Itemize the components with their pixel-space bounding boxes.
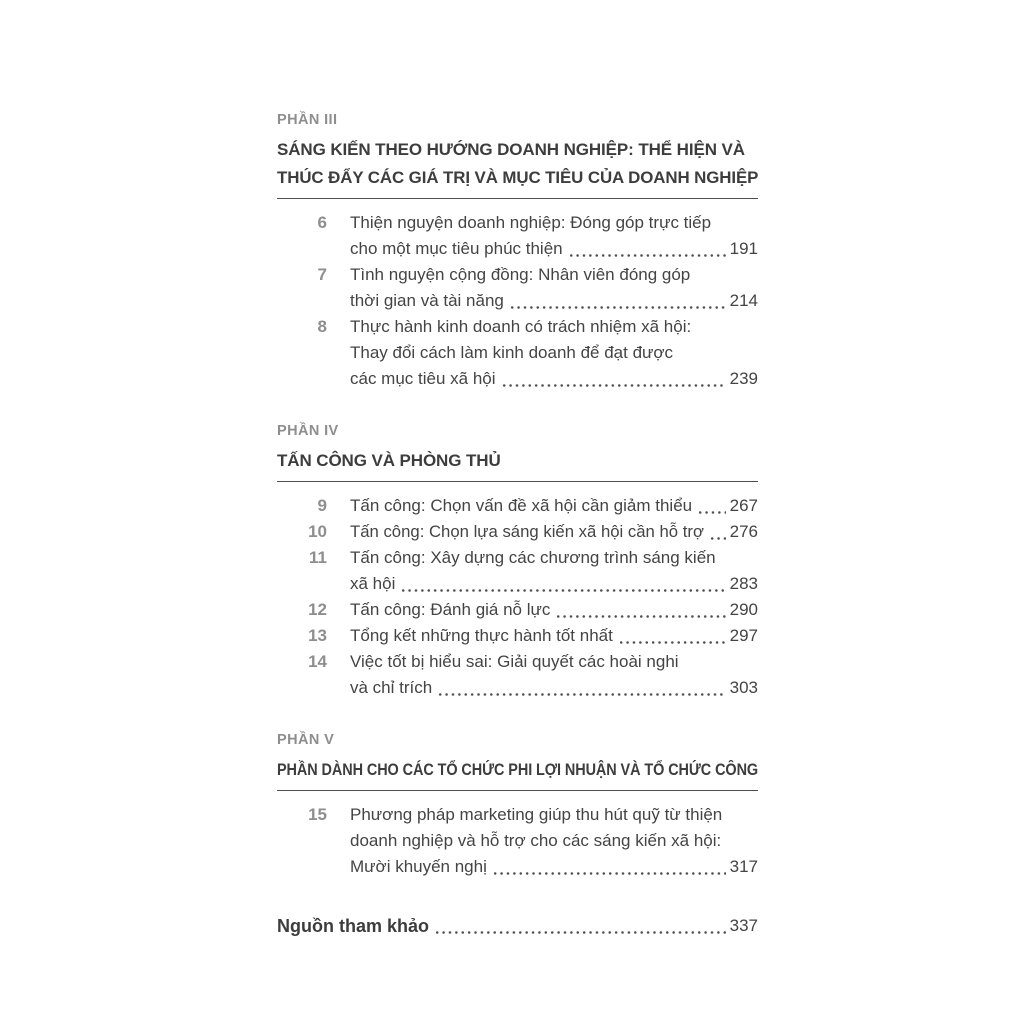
entry-body xyxy=(350,802,758,880)
part-label: PHẦN III xyxy=(277,112,338,128)
toc-section-5 xyxy=(277,732,758,880)
dot-leader xyxy=(509,306,726,309)
chapter-number: 12 xyxy=(308,600,327,619)
toc-entry-8 xyxy=(277,314,758,392)
entry-text-line: và chỉ trích xyxy=(350,678,433,697)
page-number: 290 xyxy=(729,600,758,619)
page-number: 267 xyxy=(729,496,758,515)
chapter-number: 7 xyxy=(317,265,327,284)
part-label: PHẦN V xyxy=(277,732,335,748)
entry-last-line xyxy=(350,519,758,545)
toc-entries xyxy=(277,199,758,392)
entry-body xyxy=(350,262,758,314)
entry-text-line: Tấn công: Đánh giá nỗ lực xyxy=(350,600,551,619)
toc-section-3 xyxy=(277,112,758,392)
entry-body xyxy=(350,597,758,623)
page-number: 283 xyxy=(729,574,758,593)
entry-body xyxy=(350,314,758,392)
dot-leader xyxy=(492,872,726,875)
toc-entries xyxy=(277,791,758,880)
entry-last-line xyxy=(350,597,758,623)
dot-leader xyxy=(501,384,726,387)
chapter-number: 10 xyxy=(308,522,327,541)
entry-text-line: xã hội xyxy=(350,574,396,593)
dot-leader xyxy=(618,641,726,644)
page-number: 303 xyxy=(729,678,758,697)
entry-last-line xyxy=(350,571,758,597)
toc-entry-6 xyxy=(277,210,758,262)
dot-leader xyxy=(709,537,726,540)
dot-leader xyxy=(568,254,726,257)
dot-leader xyxy=(555,615,725,618)
toc-entry-15 xyxy=(277,802,758,880)
entry-last-line xyxy=(350,493,758,519)
entry-text-line: Thiện nguyện doanh nghiệp: Đóng góp trực tiếp xyxy=(350,213,712,232)
toc-entry-13 xyxy=(277,623,758,649)
entry-text-line: thời gian và tài năng xyxy=(350,291,504,310)
entry-body xyxy=(350,623,758,649)
part-title-line: THÚC ĐẨY CÁC GIÁ TRỊ VÀ MỤC TIÊU CỦA DOANH NGHIỆP xyxy=(277,168,759,187)
entry-text-line: Tình nguyện cộng đồng: Nhân viên đóng góp xyxy=(350,265,691,284)
entry-last-line xyxy=(350,288,758,314)
entry-body xyxy=(350,210,758,262)
page-number: 317 xyxy=(729,857,758,876)
toc-entry-12 xyxy=(277,597,758,623)
section-header xyxy=(277,423,758,482)
entry-text-line: Thay đổi cách làm kinh doanh để đạt được xyxy=(350,343,674,362)
references-entry xyxy=(277,913,758,939)
entry-last-line xyxy=(350,854,758,880)
chapter-number: 8 xyxy=(317,317,327,336)
entry-text-line: Tấn công: Chọn lựa sáng kiến xã hội cần hỗ trợ xyxy=(350,522,704,541)
entry-text-line: Tấn công: Chọn vấn đề xã hội cần giảm thiểu xyxy=(350,496,693,515)
toc-entry-11 xyxy=(277,545,758,597)
toc-entry-14 xyxy=(277,649,758,701)
part-title-line: TẤN CÔNG VÀ PHÒNG THỦ xyxy=(277,451,501,470)
chapter-number: 9 xyxy=(317,496,327,515)
dot-leader xyxy=(437,693,725,696)
toc-entry-10 xyxy=(277,519,758,545)
entry-body xyxy=(350,519,758,545)
entry-body xyxy=(350,649,758,701)
entry-text-line: Thực hành kinh doanh có trách nhiệm xã hội: xyxy=(350,317,692,336)
references-label: Nguồn tham khảo xyxy=(277,916,429,936)
page-number: 191 xyxy=(729,239,758,258)
entry-text-line: Việc tốt bị hiểu sai: Giải quyết các hoài nghi xyxy=(350,652,679,671)
entry-last-line xyxy=(350,236,758,262)
part-label: PHẦN IV xyxy=(277,423,339,439)
chapter-number: 15 xyxy=(308,805,327,824)
toc-page xyxy=(277,112,758,939)
entry-text-line: Tấn công: Xây dựng các chương trình sáng kiến xyxy=(350,548,716,567)
chapter-number: 6 xyxy=(317,213,327,232)
entry-text-line: Phương pháp marketing giúp thu hút quỹ từ thiện xyxy=(350,805,723,824)
entry-text-line: Mười khuyến nghị xyxy=(350,857,487,876)
dot-leader xyxy=(434,931,726,934)
entry-last-line xyxy=(350,366,758,392)
entry-text-line: cho một mục tiêu phúc thiện xyxy=(350,239,563,258)
toc-entry-9 xyxy=(277,493,758,519)
entry-body xyxy=(350,545,758,597)
toc-entry-7 xyxy=(277,262,758,314)
entry-text-line: Tổng kết những thực hành tốt nhất xyxy=(350,626,613,645)
chapter-number: 14 xyxy=(308,652,327,671)
entry-last-line xyxy=(350,675,758,701)
dot-leader xyxy=(697,511,726,514)
entry-text-line: doanh nghiệp và hỗ trợ cho các sáng kiến xã hội: xyxy=(350,831,722,850)
dot-leader xyxy=(400,589,725,592)
part-title-line: PHẦN DÀNH CHO CÁC TỔ CHỨC PHI LỢI NHUẬN VÀ TỔ CHỨC CÔNG xyxy=(277,760,759,779)
entry-body xyxy=(350,493,758,519)
section-header xyxy=(277,112,758,199)
page-number: 337 xyxy=(729,916,758,935)
page-number: 276 xyxy=(729,522,758,541)
toc-section-4 xyxy=(277,423,758,701)
page-number: 214 xyxy=(729,291,758,310)
page-number: 239 xyxy=(729,369,758,388)
toc-entries xyxy=(277,482,758,701)
page-number: 297 xyxy=(729,626,758,645)
chapter-number: 11 xyxy=(309,548,327,567)
part-title-line: SÁNG KIẾN THEO HƯỚNG DOANH NGHIỆP: THỂ HIỆN VÀ xyxy=(277,140,745,159)
section-header xyxy=(277,732,758,791)
chapter-number: 13 xyxy=(308,626,327,645)
entry-text-line: các mục tiêu xã hội xyxy=(350,369,496,388)
entry-last-line xyxy=(350,623,758,649)
